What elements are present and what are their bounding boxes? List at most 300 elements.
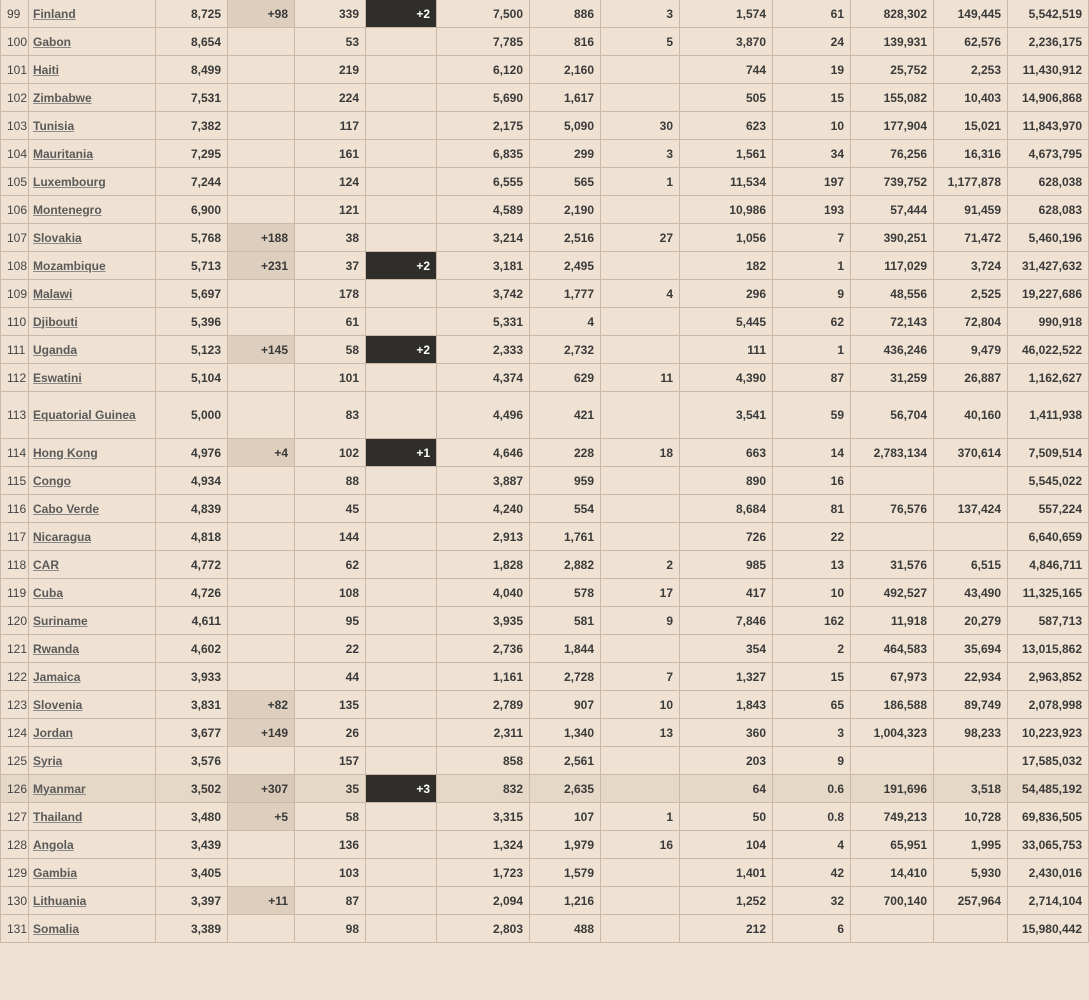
population-cell: 2,078,998 xyxy=(1008,691,1089,719)
cases-per-1m-cell: 8,684 xyxy=(680,495,773,523)
deaths-per-1m-cell: 10 xyxy=(773,112,851,140)
row-number: 118 xyxy=(1,551,29,579)
cases-per-1m-cell: 1,252 xyxy=(680,887,773,915)
country-link[interactable]: Uganda xyxy=(33,342,78,357)
active-cases-cell: 2,495 xyxy=(530,252,601,280)
country-cell xyxy=(29,887,156,915)
country-cell xyxy=(29,140,156,168)
country-link[interactable]: Nicaragua xyxy=(33,529,92,544)
tests-per-1m-cell: 5,930 xyxy=(934,859,1008,887)
total-cases-cell: 5,697 xyxy=(156,280,228,308)
total-deaths-cell: 224 xyxy=(295,84,366,112)
total-tests-cell: 749,213 xyxy=(851,803,934,831)
population-cell: 33,065,753 xyxy=(1008,831,1089,859)
active-cases-cell: 1,761 xyxy=(530,523,601,551)
total-cases-cell: 3,389 xyxy=(156,915,228,943)
deaths-per-1m-cell: 0.6 xyxy=(773,775,851,803)
total-recovered-cell: 4,240 xyxy=(437,495,530,523)
country-link[interactable]: Syria xyxy=(33,753,63,768)
serious-critical-cell: 9 xyxy=(601,607,680,635)
total-cases-cell: 4,602 xyxy=(156,635,228,663)
deaths-per-1m-cell: 15 xyxy=(773,84,851,112)
new-cases-cell xyxy=(228,663,295,691)
total-deaths-cell: 135 xyxy=(295,691,366,719)
country-link[interactable]: Luxembourg xyxy=(33,174,106,189)
row-number: 108 xyxy=(1,252,29,280)
total-recovered-cell: 7,500 xyxy=(437,0,530,28)
tests-per-1m-cell xyxy=(934,467,1008,495)
total-cases-cell: 3,677 xyxy=(156,719,228,747)
country-link[interactable]: CAR xyxy=(33,557,59,572)
total-deaths-cell: 102 xyxy=(295,439,366,467)
deaths-per-1m-cell: 4 xyxy=(773,831,851,859)
population-cell: 11,430,912 xyxy=(1008,56,1089,84)
country-link[interactable]: Lithuania xyxy=(33,893,87,908)
country-link[interactable]: Mozambique xyxy=(33,258,106,273)
total-deaths-cell: 101 xyxy=(295,364,366,392)
tests-per-1m-cell: 149,445 xyxy=(934,0,1008,28)
total-tests-cell: 14,410 xyxy=(851,859,934,887)
total-recovered-cell: 2,175 xyxy=(437,112,530,140)
total-cases-cell: 8,725 xyxy=(156,0,228,28)
table-row xyxy=(1,140,1089,168)
country-cell xyxy=(29,196,156,224)
tests-per-1m-cell: 98,233 xyxy=(934,719,1008,747)
deaths-per-1m-cell: 32 xyxy=(773,887,851,915)
deaths-per-1m-cell: 10 xyxy=(773,579,851,607)
cases-per-1m-cell: 111 xyxy=(680,336,773,364)
country-link[interactable]: Mauritania xyxy=(33,146,94,161)
tests-per-1m-cell: 6,515 xyxy=(934,551,1008,579)
active-cases-cell: 2,728 xyxy=(530,663,601,691)
cases-per-1m-cell: 360 xyxy=(680,719,773,747)
total-recovered-cell: 3,315 xyxy=(437,803,530,831)
row-number: 101 xyxy=(1,56,29,84)
cases-per-1m-cell: 1,561 xyxy=(680,140,773,168)
country-cell xyxy=(29,635,156,663)
country-link[interactable]: Djibouti xyxy=(33,314,78,329)
country-cell xyxy=(29,579,156,607)
population-cell: 15,980,442 xyxy=(1008,915,1089,943)
serious-critical-cell: 5 xyxy=(601,28,680,56)
country-cell xyxy=(29,719,156,747)
total-deaths-cell: 178 xyxy=(295,280,366,308)
serious-critical-cell: 1 xyxy=(601,803,680,831)
table-row xyxy=(1,691,1089,719)
table-row xyxy=(1,747,1089,775)
table-row xyxy=(1,0,1089,28)
total-tests-cell: 739,752 xyxy=(851,168,934,196)
deaths-per-1m-cell: 14 xyxy=(773,439,851,467)
cases-per-1m-cell: 1,327 xyxy=(680,663,773,691)
row-number: 102 xyxy=(1,84,29,112)
total-deaths-cell: 339 xyxy=(295,0,366,28)
country-link[interactable]: Cuba xyxy=(33,585,63,600)
tests-per-1m-cell xyxy=(934,915,1008,943)
total-cases-cell: 3,502 xyxy=(156,775,228,803)
population-cell: 13,015,862 xyxy=(1008,635,1089,663)
country-link[interactable]: Congo xyxy=(33,473,71,488)
total-tests-cell: 464,583 xyxy=(851,635,934,663)
active-cases-cell: 421 xyxy=(530,392,601,439)
tests-per-1m-cell: 16,316 xyxy=(934,140,1008,168)
cases-per-1m-cell: 50 xyxy=(680,803,773,831)
deaths-per-1m-cell: 62 xyxy=(773,308,851,336)
serious-critical-cell xyxy=(601,635,680,663)
cases-per-1m-cell: 4,390 xyxy=(680,364,773,392)
total-cases-cell: 4,976 xyxy=(156,439,228,467)
table-row xyxy=(1,336,1089,364)
active-cases-cell: 816 xyxy=(530,28,601,56)
country-cell xyxy=(29,439,156,467)
table-row xyxy=(1,56,1089,84)
serious-critical-cell: 2 xyxy=(601,551,680,579)
country-link[interactable]: Tunisia xyxy=(33,118,75,133)
active-cases-cell: 1,844 xyxy=(530,635,601,663)
deaths-per-1m-cell: 193 xyxy=(773,196,851,224)
new-cases-cell: +231 xyxy=(228,252,295,280)
active-cases-cell: 2,516 xyxy=(530,224,601,252)
total-deaths-cell: 37 xyxy=(295,252,366,280)
total-deaths-cell: 44 xyxy=(295,663,366,691)
total-cases-cell: 5,000 xyxy=(156,392,228,439)
country-link[interactable]: Jamaica xyxy=(33,669,81,684)
total-deaths-cell: 161 xyxy=(295,140,366,168)
population-cell: 628,038 xyxy=(1008,168,1089,196)
new-deaths-cell xyxy=(366,635,437,663)
new-cases-cell xyxy=(228,551,295,579)
country-cell xyxy=(29,607,156,635)
country-link[interactable]: Myanmar xyxy=(33,781,86,796)
population-cell: 31,427,632 xyxy=(1008,252,1089,280)
tests-per-1m-cell: 257,964 xyxy=(934,887,1008,915)
active-cases-cell: 907 xyxy=(530,691,601,719)
deaths-per-1m-cell: 34 xyxy=(773,140,851,168)
country-link[interactable]: Finland xyxy=(33,6,76,21)
tests-per-1m-cell: 20,279 xyxy=(934,607,1008,635)
active-cases-cell: 959 xyxy=(530,467,601,495)
total-tests-cell: 65,951 xyxy=(851,831,934,859)
row-number: 129 xyxy=(1,859,29,887)
serious-critical-cell: 3 xyxy=(601,0,680,28)
tests-per-1m-cell: 1,177,878 xyxy=(934,168,1008,196)
active-cases-cell: 1,579 xyxy=(530,859,601,887)
total-deaths-cell: 95 xyxy=(295,607,366,635)
total-cases-cell: 5,123 xyxy=(156,336,228,364)
cases-per-1m-cell: 182 xyxy=(680,252,773,280)
country-link[interactable]: Slovakia xyxy=(33,230,82,245)
serious-critical-cell xyxy=(601,523,680,551)
total-recovered-cell: 4,589 xyxy=(437,196,530,224)
tests-per-1m-cell: 10,403 xyxy=(934,84,1008,112)
total-tests-cell xyxy=(851,467,934,495)
total-recovered-cell: 858 xyxy=(437,747,530,775)
country-cell xyxy=(29,775,156,803)
country-link[interactable]: Suriname xyxy=(33,613,88,628)
country-link[interactable]: Malawi xyxy=(33,286,73,301)
total-recovered-cell: 5,331 xyxy=(437,308,530,336)
population-cell: 69,836,505 xyxy=(1008,803,1089,831)
population-cell: 4,846,711 xyxy=(1008,551,1089,579)
tests-per-1m-cell: 3,724 xyxy=(934,252,1008,280)
row-number: 124 xyxy=(1,719,29,747)
row-number: 107 xyxy=(1,224,29,252)
total-cases-cell: 3,480 xyxy=(156,803,228,831)
total-deaths-cell: 219 xyxy=(295,56,366,84)
total-recovered-cell: 1,161 xyxy=(437,663,530,691)
active-cases-cell: 1,979 xyxy=(530,831,601,859)
country-cell xyxy=(29,364,156,392)
serious-critical-cell xyxy=(601,495,680,523)
table-row xyxy=(1,308,1089,336)
total-tests-cell: 2,783,134 xyxy=(851,439,934,467)
total-recovered-cell: 3,935 xyxy=(437,607,530,635)
total-recovered-cell: 4,496 xyxy=(437,392,530,439)
active-cases-cell: 1,340 xyxy=(530,719,601,747)
row-number: 120 xyxy=(1,607,29,635)
total-recovered-cell: 6,835 xyxy=(437,140,530,168)
total-deaths-cell: 136 xyxy=(295,831,366,859)
total-recovered-cell: 832 xyxy=(437,775,530,803)
new-deaths-cell xyxy=(366,915,437,943)
total-tests-cell: 76,576 xyxy=(851,495,934,523)
active-cases-cell: 554 xyxy=(530,495,601,523)
total-deaths-cell: 45 xyxy=(295,495,366,523)
country-link[interactable]: Eswatini xyxy=(33,370,82,385)
country-link[interactable]: Gabon xyxy=(33,34,71,49)
active-cases-cell: 629 xyxy=(530,364,601,392)
country-link[interactable]: Jordan xyxy=(33,725,74,740)
tests-per-1m-cell: 72,804 xyxy=(934,308,1008,336)
population-cell: 14,906,868 xyxy=(1008,84,1089,112)
table-row xyxy=(1,224,1089,252)
total-cases-cell: 5,768 xyxy=(156,224,228,252)
cases-per-1m-cell: 726 xyxy=(680,523,773,551)
tests-per-1m-cell: 71,472 xyxy=(934,224,1008,252)
new-deaths-cell: +1 xyxy=(366,439,437,467)
country-cell xyxy=(29,495,156,523)
new-deaths-cell xyxy=(366,803,437,831)
total-deaths-cell: 157 xyxy=(295,747,366,775)
new-cases-cell: +307 xyxy=(228,775,295,803)
country-cell xyxy=(29,252,156,280)
population-cell: 10,223,923 xyxy=(1008,719,1089,747)
total-tests-cell: 11,918 xyxy=(851,607,934,635)
population-cell: 11,325,165 xyxy=(1008,579,1089,607)
total-cases-cell: 4,772 xyxy=(156,551,228,579)
row-number: 99 xyxy=(1,0,29,28)
total-tests-cell: 76,256 xyxy=(851,140,934,168)
row-number: 113 xyxy=(1,392,29,439)
active-cases-cell: 2,561 xyxy=(530,747,601,775)
country-cell xyxy=(29,112,156,140)
total-cases-cell: 5,104 xyxy=(156,364,228,392)
active-cases-cell: 107 xyxy=(530,803,601,831)
new-deaths-cell xyxy=(366,579,437,607)
row-number: 126 xyxy=(1,775,29,803)
row-number: 106 xyxy=(1,196,29,224)
cases-per-1m-cell: 296 xyxy=(680,280,773,308)
country-link[interactable]: Equatorial Guinea xyxy=(33,408,136,422)
active-cases-cell: 2,190 xyxy=(530,196,601,224)
country-link[interactable]: Somalia xyxy=(33,921,80,936)
table-row xyxy=(1,719,1089,747)
total-cases-cell: 4,934 xyxy=(156,467,228,495)
population-cell: 2,963,852 xyxy=(1008,663,1089,691)
row-number: 127 xyxy=(1,803,29,831)
new-cases-cell xyxy=(228,915,295,943)
deaths-per-1m-cell: 16 xyxy=(773,467,851,495)
cases-per-1m-cell: 10,986 xyxy=(680,196,773,224)
new-cases-cell xyxy=(228,28,295,56)
new-cases-cell: +11 xyxy=(228,887,295,915)
new-cases-cell xyxy=(228,831,295,859)
total-cases-cell: 4,818 xyxy=(156,523,228,551)
population-cell: 11,843,970 xyxy=(1008,112,1089,140)
new-cases-cell xyxy=(228,579,295,607)
total-recovered-cell: 1,324 xyxy=(437,831,530,859)
cases-per-1m-cell: 3,870 xyxy=(680,28,773,56)
table-row xyxy=(1,887,1089,915)
total-cases-cell: 8,654 xyxy=(156,28,228,56)
country-cell xyxy=(29,551,156,579)
country-cell xyxy=(29,803,156,831)
cases-per-1m-cell: 890 xyxy=(680,467,773,495)
total-cases-cell: 4,839 xyxy=(156,495,228,523)
new-deaths-cell: +3 xyxy=(366,775,437,803)
country-link[interactable]: Angola xyxy=(33,837,74,852)
country-link[interactable]: Zimbabwe xyxy=(33,90,92,105)
active-cases-cell: 578 xyxy=(530,579,601,607)
total-tests-cell: 57,444 xyxy=(851,196,934,224)
total-deaths-cell: 61 xyxy=(295,308,366,336)
tests-per-1m-cell: 1,995 xyxy=(934,831,1008,859)
deaths-per-1m-cell: 197 xyxy=(773,168,851,196)
cases-per-1m-cell: 212 xyxy=(680,915,773,943)
total-cases-cell: 3,576 xyxy=(156,747,228,775)
population-cell: 19,227,686 xyxy=(1008,280,1089,308)
tests-per-1m-cell: 3,518 xyxy=(934,775,1008,803)
cases-per-1m-cell: 354 xyxy=(680,635,773,663)
tests-per-1m-cell: 2,253 xyxy=(934,56,1008,84)
deaths-per-1m-cell: 2 xyxy=(773,635,851,663)
serious-critical-cell xyxy=(601,336,680,364)
deaths-per-1m-cell: 1 xyxy=(773,252,851,280)
serious-critical-cell: 3 xyxy=(601,140,680,168)
total-recovered-cell: 2,333 xyxy=(437,336,530,364)
total-cases-cell: 3,397 xyxy=(156,887,228,915)
country-cell xyxy=(29,308,156,336)
tests-per-1m-cell xyxy=(934,523,1008,551)
population-cell: 54,485,192 xyxy=(1008,775,1089,803)
country-link[interactable]: Rwanda xyxy=(33,641,80,656)
total-recovered-cell: 2,311 xyxy=(437,719,530,747)
cases-per-1m-cell: 985 xyxy=(680,551,773,579)
country-link[interactable]: Haiti xyxy=(33,62,60,77)
population-cell: 46,022,522 xyxy=(1008,336,1089,364)
total-tests-cell: 25,752 xyxy=(851,56,934,84)
total-tests-cell: 67,973 xyxy=(851,663,934,691)
cases-per-1m-cell: 64 xyxy=(680,775,773,803)
table-body xyxy=(1,0,1089,943)
active-cases-cell: 2,882 xyxy=(530,551,601,579)
total-tests-cell: 186,588 xyxy=(851,691,934,719)
new-deaths-cell xyxy=(366,495,437,523)
country-cell xyxy=(29,831,156,859)
new-cases-cell xyxy=(228,280,295,308)
row-number: 114 xyxy=(1,439,29,467)
country-link[interactable]: Montenegro xyxy=(33,202,102,217)
tests-per-1m-cell: 91,459 xyxy=(934,196,1008,224)
active-cases-cell: 565 xyxy=(530,168,601,196)
deaths-per-1m-cell: 3 xyxy=(773,719,851,747)
new-cases-cell xyxy=(228,635,295,663)
row-number: 112 xyxy=(1,364,29,392)
country-link[interactable]: Cabo Verde xyxy=(33,501,100,516)
new-deaths-cell xyxy=(366,691,437,719)
tests-per-1m-cell: 2,525 xyxy=(934,280,1008,308)
population-cell: 557,224 xyxy=(1008,495,1089,523)
new-deaths-cell xyxy=(366,84,437,112)
country-link[interactable]: Slovenia xyxy=(33,697,83,712)
new-cases-cell xyxy=(228,56,295,84)
tests-per-1m-cell: 10,728 xyxy=(934,803,1008,831)
serious-critical-cell xyxy=(601,84,680,112)
serious-critical-cell: 11 xyxy=(601,364,680,392)
total-cases-cell: 3,405 xyxy=(156,859,228,887)
cases-per-1m-cell: 1,574 xyxy=(680,0,773,28)
country-link[interactable]: Thailand xyxy=(33,809,83,824)
country-link[interactable]: Hong Kong xyxy=(33,445,98,460)
total-cases-cell: 4,611 xyxy=(156,607,228,635)
tests-per-1m-cell: 9,479 xyxy=(934,336,1008,364)
new-deaths-cell xyxy=(366,831,437,859)
tests-per-1m-cell: 40,160 xyxy=(934,392,1008,439)
total-recovered-cell: 2,094 xyxy=(437,887,530,915)
total-recovered-cell: 2,913 xyxy=(437,523,530,551)
table-row xyxy=(1,364,1089,392)
population-cell: 628,083 xyxy=(1008,196,1089,224)
new-cases-cell: +5 xyxy=(228,803,295,831)
serious-critical-cell xyxy=(601,56,680,84)
table-row xyxy=(1,392,1089,439)
new-deaths-cell xyxy=(366,719,437,747)
active-cases-cell: 4 xyxy=(530,308,601,336)
new-deaths-cell: +2 xyxy=(366,252,437,280)
total-cases-cell: 7,382 xyxy=(156,112,228,140)
new-deaths-cell xyxy=(366,224,437,252)
new-deaths-cell xyxy=(366,280,437,308)
serious-critical-cell xyxy=(601,915,680,943)
new-cases-cell xyxy=(228,84,295,112)
total-tests-cell: 492,527 xyxy=(851,579,934,607)
population-cell: 5,545,022 xyxy=(1008,467,1089,495)
total-deaths-cell: 26 xyxy=(295,719,366,747)
total-deaths-cell: 88 xyxy=(295,467,366,495)
row-number: 117 xyxy=(1,523,29,551)
table-row xyxy=(1,467,1089,495)
table-row xyxy=(1,663,1089,691)
serious-critical-cell xyxy=(601,859,680,887)
new-cases-cell: +188 xyxy=(228,224,295,252)
country-link[interactable]: Gambia xyxy=(33,865,78,880)
total-tests-cell: 828,302 xyxy=(851,0,934,28)
serious-critical-cell: 16 xyxy=(601,831,680,859)
total-recovered-cell: 3,742 xyxy=(437,280,530,308)
row-number: 109 xyxy=(1,280,29,308)
total-tests-cell: 155,082 xyxy=(851,84,934,112)
tests-per-1m-cell: 22,934 xyxy=(934,663,1008,691)
